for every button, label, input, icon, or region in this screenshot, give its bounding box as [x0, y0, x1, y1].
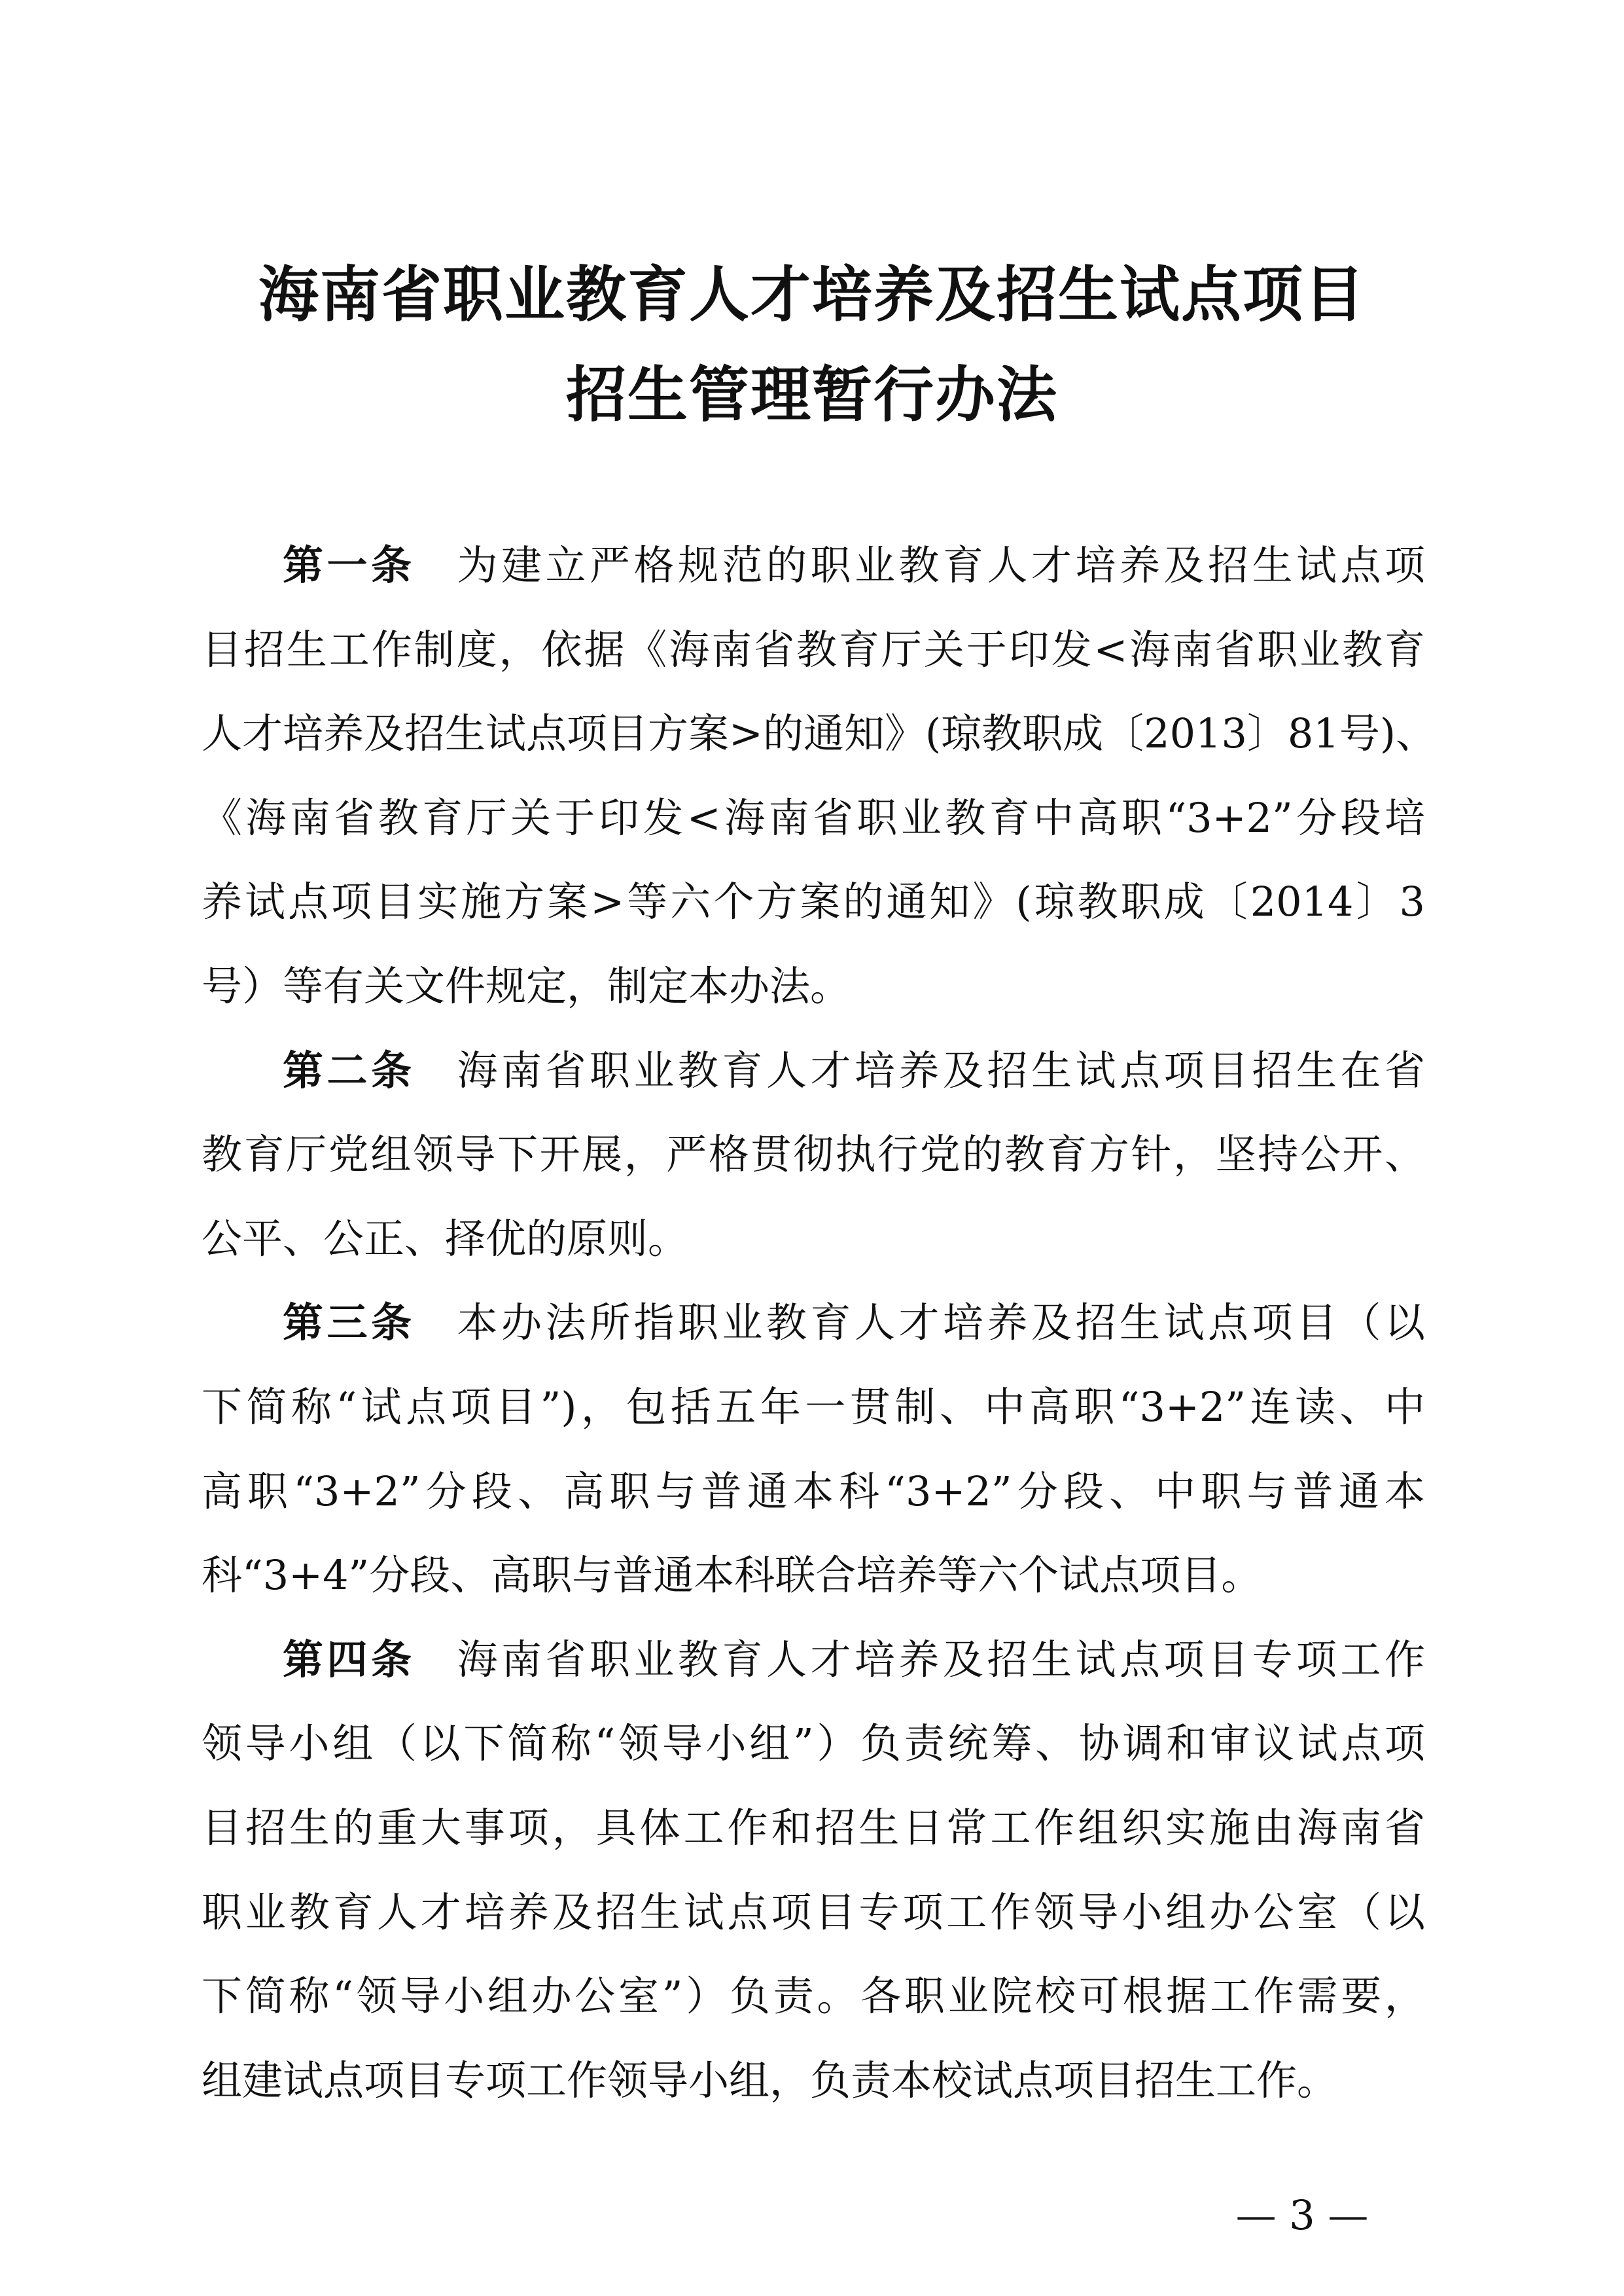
document-title-line-2: 招生管理暂行办法	[565, 359, 1058, 430]
article-text: 高职“3+2”分段、高职与普通本科“3+2”分段、中职与普通本	[202, 1467, 1425, 1515]
article-line	[202, 608, 1425, 692]
article-text: 公平、公正、择优的原则。	[202, 1214, 689, 1263]
article-text: 海南省职业教育人才培养及招生试点项目招生在省	[457, 1046, 1425, 1094]
article-first-line	[202, 524, 1425, 608]
article-line	[202, 692, 1437, 776]
article-line	[202, 1450, 1425, 1534]
article-text: 目招生的重大事项，具体工作和招生日常工作组织实施由海南省	[202, 1803, 1425, 1852]
article-text: 职业教育人才培养及招生试点项目专项工作领导小组办公室（以	[202, 1888, 1425, 1936]
document-body	[202, 524, 1437, 2123]
article-label: 第四条	[283, 1635, 415, 1683]
article-text: 人才培养及招生试点项目方案>的通知》(琼教职成〔2013〕81号)、	[202, 709, 1437, 758]
article-text: 养试点项目实施方案>等六个方案的通知》(琼教职成〔2014〕3	[202, 878, 1425, 926]
article-line	[202, 860, 1425, 944]
article-text: 领导小组（以下简称“领导小组”）负责统筹、协调和审议试点项	[202, 1719, 1425, 1768]
article-line	[202, 1365, 1425, 1450]
article-label: 第二条	[283, 1046, 415, 1094]
article-line	[202, 1786, 1425, 1871]
article-text: 目招生工作制度，依据《海南省教育厅关于印发<海南省职业教育	[202, 625, 1425, 673]
article-text: 本办法所指职业教育人才培养及招生试点项目（以	[457, 1299, 1425, 1347]
article-text: 海南省职业教育人才培养及招生试点项目专项工作	[457, 1635, 1425, 1683]
article-text: 号）等有关文件规定，制定本办法。	[202, 961, 851, 1010]
article-line	[202, 1197, 1425, 1282]
article-text: 下简称“试点项目”)，包括五年一贯制、中高职“3+2”连读、中	[202, 1382, 1425, 1431]
article-text: 教育厅党组领导下开展，严格贯彻执行党的教育方针，坚持公开、	[202, 1130, 1425, 1179]
article-line	[202, 776, 1425, 861]
page-number: — 3 —	[1235, 2191, 1369, 2239]
article-text: 科“3+4”分段、高职与普通本科联合培养等六个试点项目。	[202, 1551, 1262, 1600]
article-line	[202, 1534, 1425, 1618]
article-line	[202, 1113, 1425, 1197]
article-text: 组建试点项目专项工作领导小组，负责本校试点项目招生工作。	[202, 2056, 1338, 2104]
article-line	[202, 1702, 1425, 1786]
article-label: 第三条	[283, 1299, 415, 1347]
article-text: 《海南省教育厅关于印发<海南省职业教育中高职“3+2”分段培	[202, 793, 1425, 842]
article-line	[202, 2039, 1425, 2123]
article-text: 下简称“领导小组办公室”）负责。各职业院校可根据工作需要，	[202, 1972, 1425, 2020]
article-line	[202, 1871, 1425, 1955]
article-first-line	[202, 1281, 1425, 1365]
article-label: 第一条	[283, 541, 415, 589]
article-line	[202, 944, 1425, 1029]
article-first-line	[202, 1029, 1425, 1113]
article-first-line	[202, 1618, 1425, 1702]
document-title-line-1: 海南省职业教育人才培养及招生试点项目	[258, 259, 1366, 330]
article-text: 为建立严格规范的职业教育人才培养及招生试点项	[457, 541, 1425, 589]
article-line	[202, 1954, 1425, 2039]
